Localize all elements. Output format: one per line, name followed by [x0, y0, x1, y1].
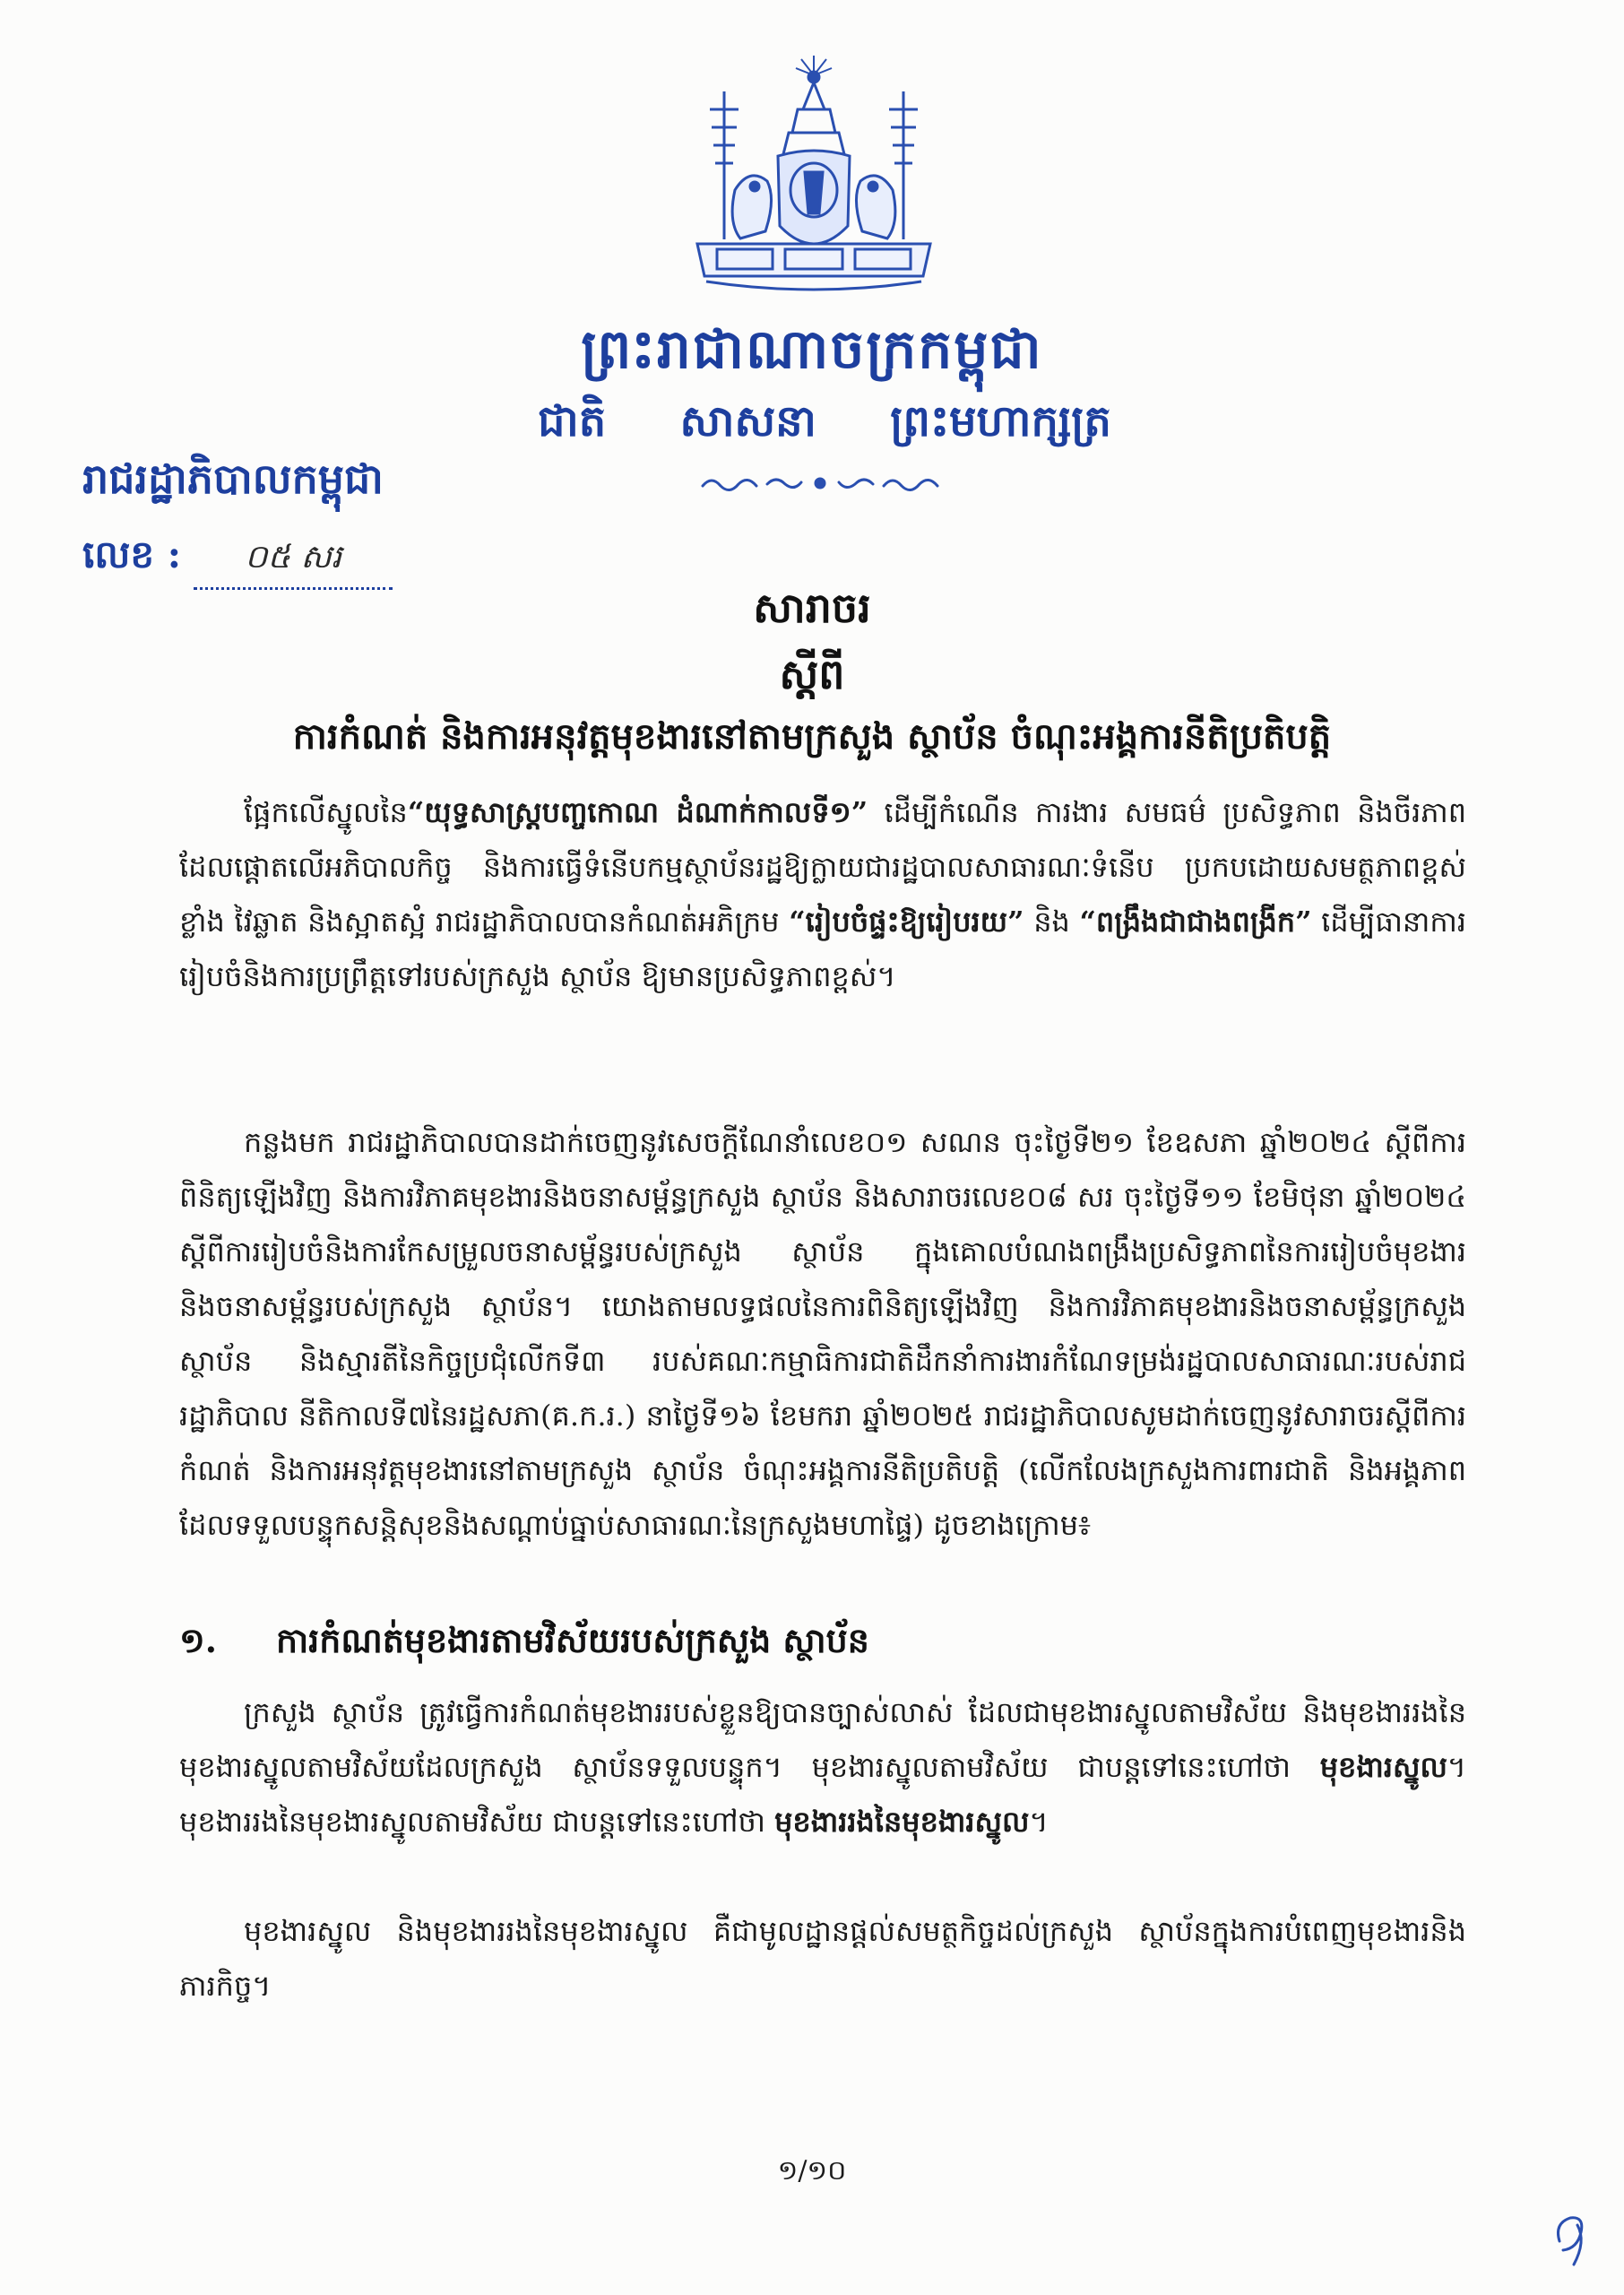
p3-term-core-function: មុខងារស្នូល [1319, 1750, 1447, 1784]
p3-text-c: ។ [1029, 1805, 1049, 1839]
national-motto [538, 394, 1111, 457]
p1-and: និង [1024, 905, 1080, 939]
paragraph-1 [179, 785, 1466, 1004]
paragraph-2 [179, 1115, 1466, 1553]
p1-strategy-name: “យុទ្ធសាស្ត្របញ្ចកោណ ដំណាក់កាលទី១” [407, 795, 868, 829]
reference-label: លេខ : [82, 533, 182, 576]
reference-number: ០៥ សរ [194, 536, 393, 590]
motto-king: ព្រះមហាក្សត្រ [890, 396, 1111, 446]
ornament-divider-icon [699, 470, 941, 497]
section-title: ការកំណត់មុខងារតាមវិស័យរបស់ក្រសួង ស្ថាប័ន [276, 1620, 869, 1660]
government-name: រាជរដ្ឋាភិបាលកម្ពុជា [82, 455, 384, 503]
page-number: ១/១០ [777, 2155, 847, 2187]
royal-emblem-icon [670, 56, 957, 298]
p3-term-sub-function: មុខងាររងនៃមុខងារស្នូល [774, 1805, 1030, 1839]
document-type: សារាចរ [753, 584, 871, 632]
p4-text: មុខងារស្នូល និងមុខងាររងនៃមុខងារស្នូល គឺជាមូលដ្ឋានផ្តល់សមត្ថកិច្ចដល់ក្រសួង ស្ថាប័នក្នុងការបំពេញមុខងារនិងភារកិច្ច។ [179, 1914, 1466, 2003]
motto-religion: សាសនា [679, 396, 816, 446]
p1-intro: ផ្អែកលើស្នូលនៃ [244, 795, 408, 829]
p3-text-a: ក្រសួង ស្ថាប័ន ត្រូវធ្វើការកំណត់មុខងាររបស់ខ្លួនឱ្យបានច្បាស់លាស់ ដែលជាមុខងារស្នូលតាមវិស័យ និងមុខងាររងនៃមុខងារស្នូលតាមវិស័យដែលក្រសួង ស្ថាប័នទទួលបន្ទុក។ មុខងារស្នូលតាមវិស័យ ជាបន្តទៅនេះហៅថា [179, 1695, 1466, 1784]
p2-text: កន្លងមក រាជរដ្ឋាភិបាលបានដាក់ចេញនូវសេចក្តីណែនាំលេខ០១ សណន ចុះថ្ងៃទី២១ ខែឧសភា ឆ្នាំ២០២៤ ស្តីពីការពិនិត្យឡើងវិញ និងការវិភាគមុខងារនិងចនាសម្ព័ន្ធក្រសួង ស្ថាប័ន និងសារាចរលេខ០៨ សរ ចុះថ្ងៃទី១១ ខែមិថុនា ឆ្នាំ២០២៤ ស្តីពីការរៀបចំនិងការកែសម្រួលចនាសម្ព័ន្ធរបស់ក្រសួង ស្ថាប័ន ក្នុងគោលបំណងពង្រឹងប្រសិទ្ធភាពនៃការរៀបចំមុខងារ និងចនាសម្ព័ន្ធរបស់ក្រសួង ស្ថាប័ន។ យោងតាមលទ្ធផលនៃការពិនិត្យឡើងវិញ និងការវិភាគមុខងារនិងចនាសម្ព័ន្ធក្រសួង ស្ថាប័ន និងស្មារតីនៃកិច្ចប្រជុំលើកទី៣ របស់គណៈកម្មាធិការជាតិដឹកនាំការងារកំណែទម្រង់រដ្ឋបាលសាធារណៈរបស់រាជរដ្ឋាភិបាល នីតិកាលទី៧នៃរដ្ឋសភា(គ.ក.រ.) នាថ្ងៃទី១៦ ខែមករា ឆ្នាំ២០២៥ រាជរដ្ឋាភិបាលសូមដាក់ចេញនូវសារាចរស្តីពីការកំណត់ និងការអនុវត្តមុខងារនៅតាមក្រសួង ស្ថាប័ន ចំណុះអង្គការនីតិប្រតិបត្តិ (លើកលែងក្រសួងការពារជាតិ និងអង្គភាពដែលទទួលបន្ទុកសន្តិសុខនិងសណ្តាប់ធ្នាប់សាធារណៈនៃក្រសួងមហាផ្ទៃ) ដូចខាងក្រោម៖ [179, 1125, 1466, 1542]
p3-text-b: ។ មុខងាររងនៃមុខងារស្នូលតាមវិស័យ ជាបន្តទៅនេះហៅថា [179, 1750, 1466, 1839]
document-subject: ការកំណត់ និងការអនុវត្តមុខងារនៅតាមក្រសួង ស្ថាប័ន ចំណុះអង្គការនីតិប្រតិបត្តិ [292, 715, 1332, 758]
document-about: ស្តីពី [779, 650, 845, 698]
handwritten-initial-icon [1551, 2205, 1595, 2268]
kingdom-title: ព្រះរាជាណាចក្រកម្ពុជា [581, 318, 1043, 381]
paragraph-3 [179, 1685, 1466, 1849]
motto-nation: ជាតិ [538, 396, 607, 446]
p1-approach-2: “ពង្រឹងជាជាងពង្រីក” [1079, 905, 1312, 939]
p1-approach-1: “រៀបចំផ្ទះឱ្យរៀបរយ” [789, 905, 1024, 939]
section-1-heading [179, 1619, 869, 1669]
section-number: ១. [179, 1620, 217, 1660]
p1-middle: ដើម្បីកំណើន ការងារ សមធម៌ ប្រសិទ្ធភាព និងចីរភាព ដែលផ្តោតលើអភិបាលកិច្ច និងការធ្វើទំនើបកម្មស្ថាប័នរដ្ឋឱ្យក្លាយជារដ្ឋបាលសាធារណៈទំនើប ប្រកបដោយសមត្ថភាពខ្ពស់ ខ្លាំង វៃឆ្លាត និងស្អាតស្អំ រាជរដ្ឋាភិបាលបានកំណត់អភិក្រម [179, 795, 1467, 939]
reference-number-row [82, 531, 393, 590]
paragraph-4 [179, 1904, 1466, 2014]
p1-end: ដើម្បីធានាការរៀបចំនិងការប្រព្រឹត្តទៅរបស់ក្រសួង ស្ថាប័ន ឱ្យមានប្រសិទ្ធភាពខ្ពស់។ [179, 905, 1467, 993]
